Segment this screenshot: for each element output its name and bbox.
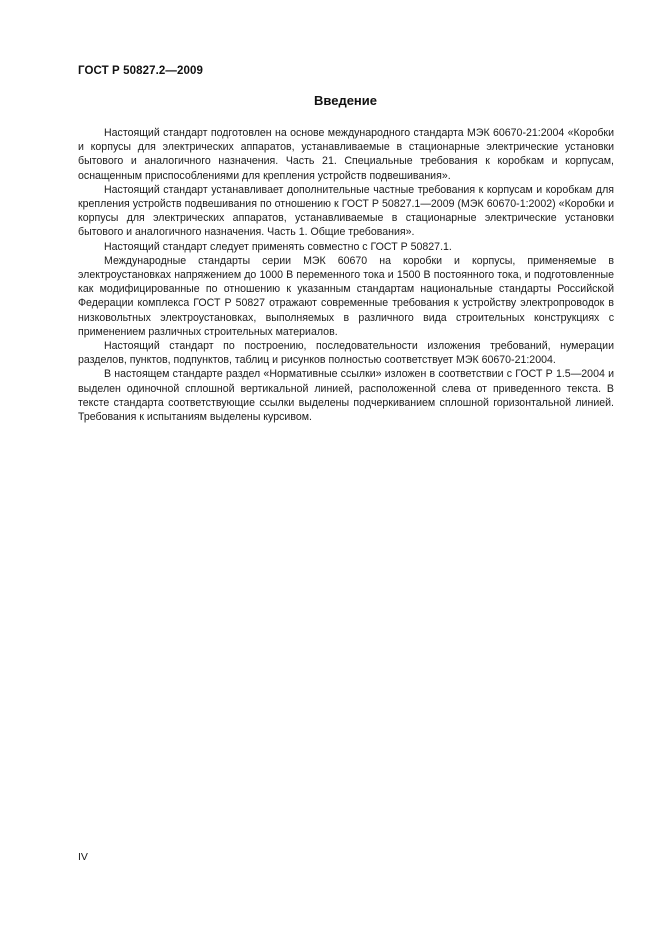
paragraph-international-standards: Международные стандарты серии МЭК 60670 на коробки и корпусы, применяемые в электроустановках напряжением до 1000 В переменного тока и 1500 В постоянного тока, и подготовленные как модифицированные по отношению к указанным стандартам национальные стандарты Российской Федерации комплекса ГОСТ Р 50827 отражают современные требования к устройству электропроводок в низковольтных электроустановках, выполняемых в различного вида строительных конструкциях с применением различных строительных материалов. bbox=[78, 254, 614, 338]
page-number: IV bbox=[78, 851, 88, 863]
paragraph-structure: Настоящий стандарт по построению, последовательности изложения требований, нумерации разделов, пунктов, подпунктов, таблиц и рисунков полностью соответствует МЭК 60670-21:2004. bbox=[78, 340, 614, 367]
document-header: ГОСТ Р 50827.2—2009 bbox=[78, 65, 203, 77]
introduction-body bbox=[78, 126, 614, 424]
paragraph-usage: Настоящий стандарт следует применять совместно с ГОСТ Р 50827.1. bbox=[104, 240, 452, 253]
paragraph-requirements: Настоящий стандарт устанавливает дополнительные частные требования к корпусам и коробкам для крепления устройств подвешивания по отношению к ГОСТ Р 50827.1—2009 (МЭК 60670-1:2002) «Коробки и корпусы для электрических аппаратов, устанавливаемые в стационарные электрические установки бытового и аналогичного назначения. Часть 1. Общие требования». bbox=[78, 183, 614, 239]
paragraph-basis: Настоящий стандарт подготовлен на основе международного стандарта МЭК 60670-21:2004 «Коробки и корпусы для электрических аппаратов, устанавливаемые в стационарные электрические установки бытового и аналогичного назначения. Часть 21. Специальные требования к коробкам и корпусам, оснащенным приспособлениями для крепления устройств подвешивания». bbox=[78, 127, 614, 182]
paragraph-formatting: В настоящем стандарте раздел «Нормативные ссылки» изложен в соответствии с ГОСТ Р 1.5—2004 и выделен одиночной сплошной вертикальной линией, расположенной слева от приведенного текста. В тексте стандарта соответствующие ссылки выделены подчеркиванием сплошной горизонтальной линией. Требования к испытаниям выделены курсивом. bbox=[78, 368, 614, 424]
section-title: Введение bbox=[314, 93, 377, 108]
